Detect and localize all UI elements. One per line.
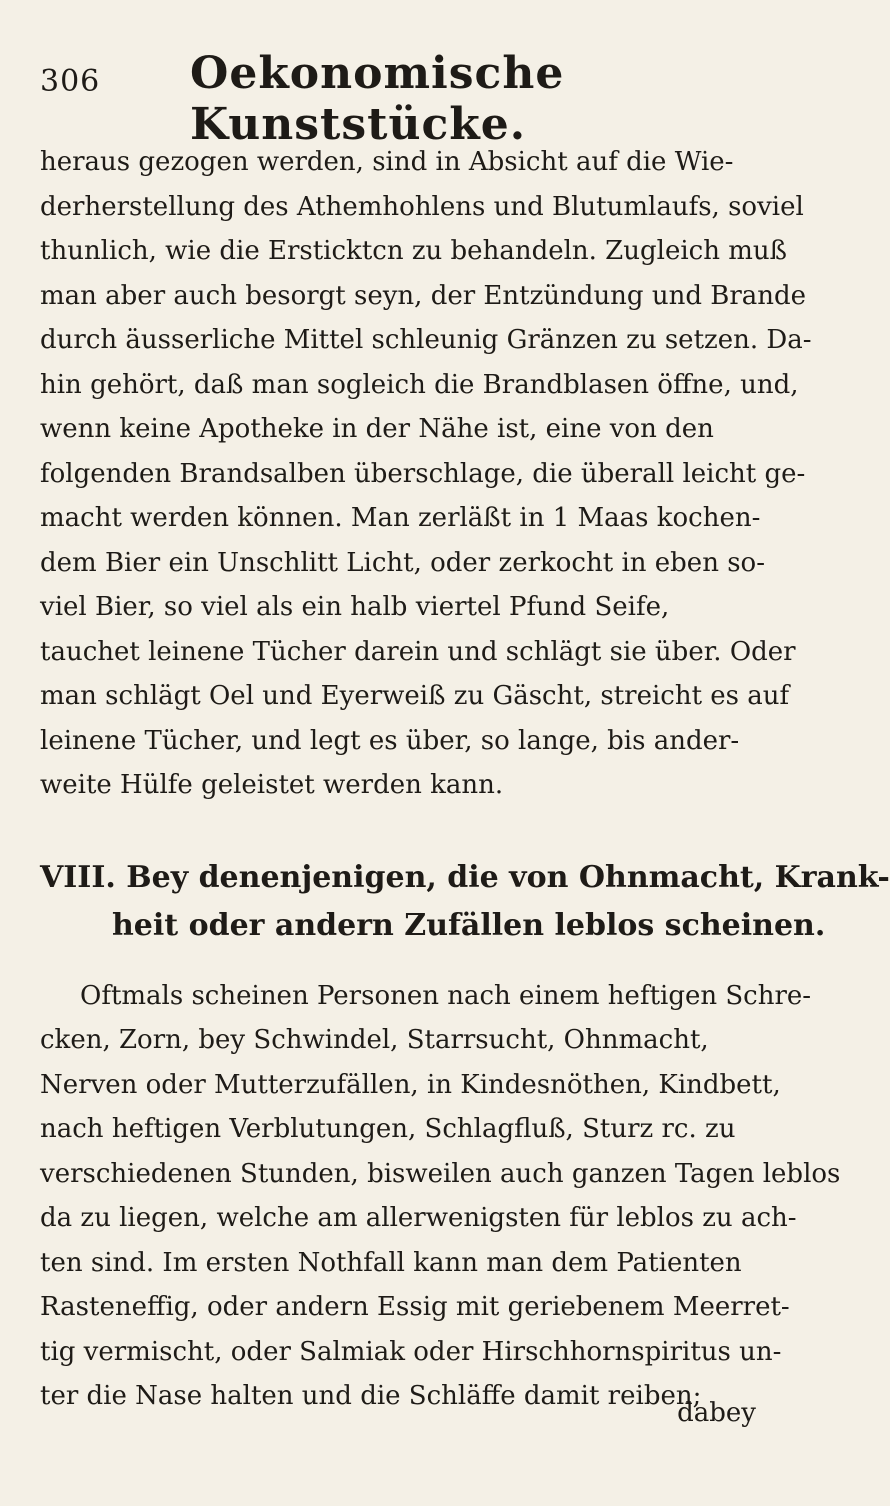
text-line: heraus gezogen werden, sind in Absicht auf die Wie- — [40, 147, 734, 177]
text-line: da zu liegen, welche am allerwenigsten für leblos zu ach- — [40, 1203, 797, 1233]
text-line: tauchet leinene Tücher darein und schlägt sie über. Oder — [40, 636, 796, 667]
text-line: cken, Zorn, bey Schwindel, Starrsucht, Ohnmacht, — [40, 1025, 709, 1055]
text-line: dem Bier ein Unschlitt Licht, oder zerkocht in eben so- — [40, 547, 765, 578]
text-line: durch äusserliche Mittel schleunig Gränzen zu setzen. Da- — [40, 325, 812, 355]
text-line: leinene Tücher, und legt es über, so lange, bis ander- — [40, 725, 740, 756]
section-paragraph — [40, 974, 841, 1419]
text-line: ten sind. Im ersten Nothfall kann man dem Patienten — [40, 1247, 742, 1278]
text-line: tig vermischt, oder Salmiak oder Hirschhornspiritus un- — [40, 1336, 782, 1367]
text-line: verschiedenen Stunden, bisweilen auch ganzen Tagen leblos — [40, 1158, 841, 1189]
running-head: Oekonomische Kunststücke. — [190, 48, 565, 150]
text-line: Rasteneffig, oder andern Essig mit geriebenem Meerret- — [40, 1292, 790, 1322]
text-line: man aber auch besorgt seyn, der Entzündung und Brande — [40, 280, 807, 311]
text-line: man schlägt Oel und Eyerweiß zu Gäscht, streicht es auf — [40, 681, 790, 711]
text-line: thunlich, wie die Ersticktcn zu behandeln. Zugleich muß — [40, 236, 787, 266]
page-number: 306 — [40, 64, 101, 99]
text-line: derherstellung des Athemhohlens und Blutumlaufs, soviel — [40, 191, 804, 222]
intro-paragraph — [40, 140, 812, 808]
text-line: ter die Nase halten und die Schläffe damit reiben; — [40, 1381, 702, 1411]
section-heading-line: heit oder andern Zufällen leblos scheinen. — [112, 907, 826, 943]
text-line: folgenden Brandsalben überschlage, die überall leicht ge- — [40, 458, 806, 489]
section-heading — [40, 854, 890, 950]
text-line: Oftmals scheinen Personen nach einem heftigen Schre- — [80, 980, 812, 1011]
text-line: macht werden können. Man zerläßt in 1 Maas kochen- — [40, 503, 761, 533]
section-spacer — [40, 808, 760, 854]
section-heading-line: VIII. Bey denenjenigen, die von Ohnmacht, Krank- — [40, 859, 890, 895]
text-line: weite Hülfe geleistet werden kann. — [40, 770, 504, 800]
catchword: dabey — [677, 1398, 756, 1428]
text-line: Nerven oder Mutterzufällen, in Kindesnöthen, Kindbett, — [40, 1069, 781, 1100]
text-line: viel Bier, so viel als ein halb viertel Pfund Seife, — [40, 592, 670, 622]
text-line: hin gehört, daß man sogleich die Brandblasen öffne, und, — [40, 369, 799, 400]
page-header — [40, 38, 760, 150]
text-line: wenn keine Apotheke in der Nähe ist, eine von den — [40, 414, 714, 444]
text-line: nach heftigen Verblutungen, Schlagfluß, Sturz rc. zu — [40, 1114, 736, 1144]
